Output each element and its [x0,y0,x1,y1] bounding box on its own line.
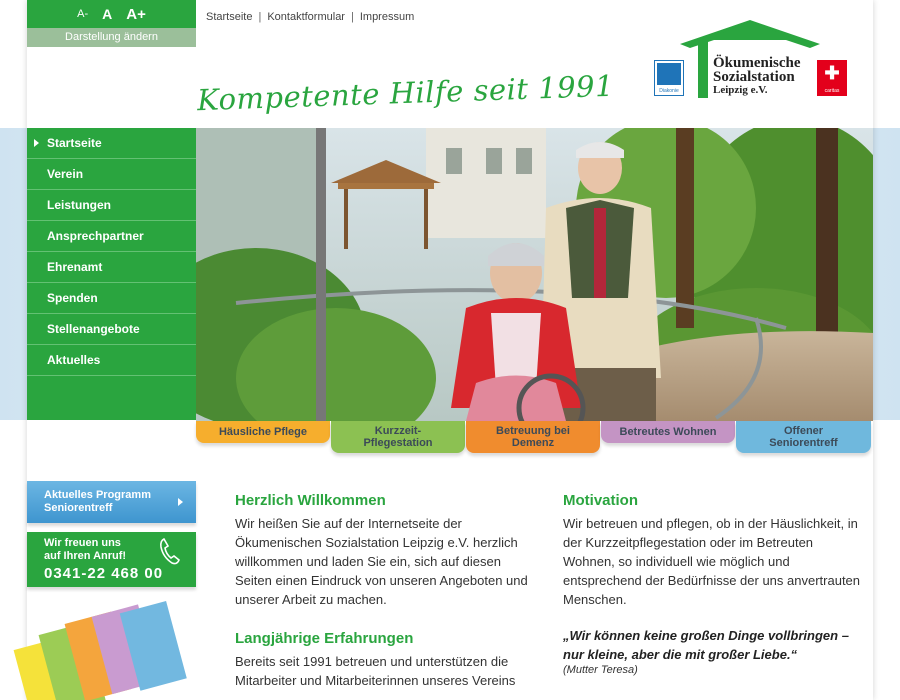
motivation-column [563,491,863,677]
nav-item-leistungen[interactable]: Leistungen [27,190,196,221]
nav-item-verein[interactable]: Verein [27,159,196,190]
font-larger-button[interactable]: A+ [126,5,146,23]
nav-item-stellenangebote[interactable]: Stellenangebote [27,314,196,345]
font-normal-button[interactable]: A [102,6,113,22]
program-line1: Aktuelles Programm [44,489,151,501]
motivation-text: Wir betreuen und pflegen, ob in der Häuslichkeit, in der Kurzzeitpflegestation oder im Betreuten Wohnen, so individuell wie möglich und entsprechend der Bedürfnisse der uns anvertrauten Menschen. [563,516,861,607]
nav-item-ehrenamt[interactable]: Ehrenamt [27,252,196,283]
diakonie-logo-icon: Diakonie [654,60,684,96]
nav-item-aktuelles[interactable]: Aktuelles [27,345,196,376]
font-smaller-button[interactable]: A- [77,8,89,20]
tab-haeusliche-pflege[interactable]: Häusliche Pflege [196,421,330,443]
font-size-switcher [27,0,196,47]
brochures-image[interactable] [7,596,207,700]
experience-text: Bereits seit 1991 betreuen und unterstützen die Mitarbeiter und Mitarbeiterinnen unseres Vereins [235,654,516,688]
welcome-column [235,491,535,700]
nav-item-spenden[interactable]: Spenden [27,283,196,314]
call-box[interactable] [27,532,196,587]
nav-item-startseite[interactable]: Startseite [27,128,196,159]
nav-item-ansprechpartner[interactable]: Ansprechpartner [27,221,196,252]
top-link-startseite[interactable]: Startseite [206,11,253,23]
program-line2: Seniorentreff [44,502,113,514]
top-links: Startseite | Kontaktformular | Impressum [206,11,415,23]
tab-kurzzeitpflegestation[interactable]: Kurzzeit- Pflegestation [331,421,465,453]
tab-seniorentreff[interactable]: Offener Seniorentreff [736,421,871,453]
caritas-logo-icon: ✚ caritas [817,60,847,96]
slogan: Kompetente Hilfe seit 1991 [196,68,615,118]
phone-icon [158,537,182,565]
page-container [27,0,873,700]
main-navigation [27,128,196,420]
welcome-title: Herzlich Willkommen [235,492,386,509]
top-link-impressum[interactable]: Impressum [359,11,415,23]
tab-betreutes-wohnen[interactable]: Betreutes Wohnen [601,421,735,443]
motivation-title: Motivation [563,492,638,509]
quote-text: „Wir können keine großen Dinge vollbringen – nur kleine, aber die mit großer Liebe.“ [563,628,849,662]
phone-number: 0341-22 468 00 [44,565,164,582]
experience-title: Langjährige Erfahrungen [235,630,414,647]
quote-author: (Mutter Teresa) [563,664,638,676]
font-size-options [27,0,196,28]
welcome-text: Wir heißen Sie auf der Internetseite der Ökumenischen Sozialstation Leipzig e.V. herzlich willkommen und laden Sie ein, sich auf diesen Seiten einen Eindruck von unseren Angeboten und unserer Arbeit zu machen. [235,516,528,607]
logo[interactable] [654,20,849,102]
font-size-label: Darstellung ändern [27,28,196,47]
program-seniorentreff-button[interactable] [27,481,196,523]
top-link-kontaktformular[interactable]: Kontaktformular [267,11,345,23]
call-line2: auf Ihren Anruf! [44,550,127,562]
service-tabs [196,421,873,461]
tab-betreuung-demenz[interactable]: Betreuung bei Demenz [466,421,600,453]
logo-name: Ökumenische Sozialstation Leipzig e.V. [713,55,801,96]
call-line1: Wir freuen uns [44,537,121,549]
hero-photo [196,128,873,421]
